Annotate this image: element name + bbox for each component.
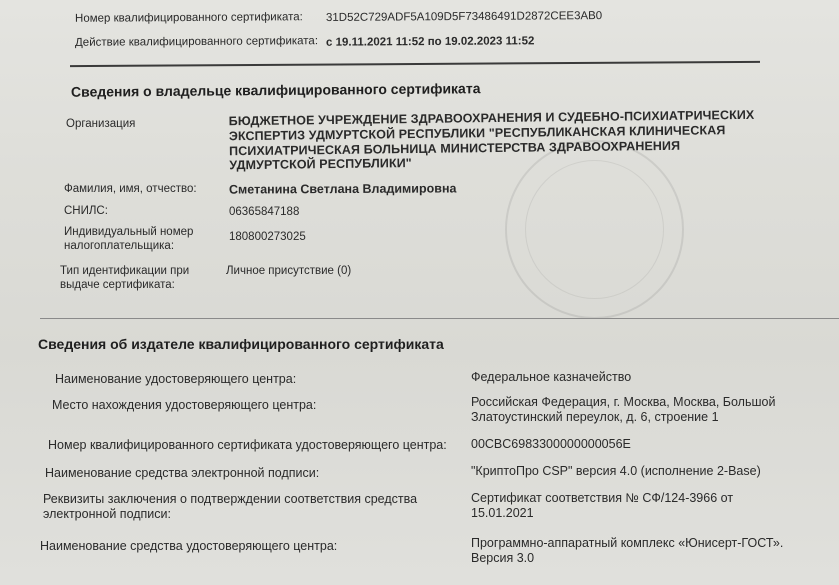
sig-tool-value: "КриптоПро CSP" версия 4.0 (исполнение 2-Base) <box>471 464 761 478</box>
divider <box>40 318 839 319</box>
sig-tool-label: Наименование средства электронной подписи: <box>45 466 320 480</box>
ca-location-value: Российская Федерация, г. Москва, Москва, Большой Златоустинский переулок, д. 6, строение 1 <box>471 395 776 424</box>
issuer-section-heading: Сведения об издателе квалифицированного сертификата <box>38 336 444 352</box>
owner-section-heading: Сведения о владельце квалифицированного сертификата <box>70 80 481 100</box>
inn-label: Индивидуальный номер налогоплательщика: <box>64 226 194 252</box>
ca-cert-value: 00CBC6983300000000056E <box>471 437 631 451</box>
certificate-serial-value: 31D52C729ADF5A109D5F73486491D2872CEE3AB0 <box>325 10 603 24</box>
idtype-value: Личное присутствие (0) <box>226 265 352 277</box>
fio-label: Фамилия, имя, отчество: <box>64 183 197 195</box>
snils-value: 06365847188 <box>229 206 300 218</box>
fio-value: Сметанина Светлана Владимировна <box>228 181 457 197</box>
certificate-validity-label: Действие квалифицированного сертификата: <box>74 35 319 49</box>
conform-label: Реквизиты заключения о подтверждении соответствия средства электронной подписи: <box>43 492 418 521</box>
ca-tool-value: Программно-аппаратный комплекс «Юнисерт-ГОСТ». Версия 3.0 <box>471 536 784 565</box>
org-label: Организация <box>66 118 136 130</box>
idtype-label: Тип идентификации при выдаче сертификата: <box>60 265 190 291</box>
ca-name-label: Наименование удостоверяющего центра: <box>55 372 297 386</box>
ca-name-value: Федеральное казначейство <box>471 370 632 384</box>
org-value: БЮДЖЕТНОЕ УЧРЕЖДЕНИЕ ЗДРАВООХРАНЕНИЯ И СУДЕБНО-ПСИХИАТРИЧЕСКИХ ЭКСПЕРТИЗ УДМУРТСКОЙ РЕСПУБЛИКИ "РЕСПУБЛИКАНСКАЯ КЛИНИЧЕСКАЯ ПСИХИАТРИЧЕСКАЯ БОЛЬНИЦА МИНИСТЕРСТВА ЗДРАВООХРАНЕНИЯ УДМУРТСКОЙ РЕСПУБЛИКИ" <box>228 107 755 173</box>
conform-value: Сертификат соответствия № СФ/124-3966 от 15.01.2021 <box>471 491 734 520</box>
snils-label: СНИЛС: <box>64 205 108 217</box>
certificate-serial-label: Номер квалифицированного сертификата: <box>74 11 303 25</box>
certificate-validity-value: с 19.11.2021 11:52 по 19.02.2023 11:52 <box>325 35 535 49</box>
ca-location-label: Место нахождения удостоверяющего центра: <box>52 398 317 412</box>
divider <box>70 61 760 67</box>
inn-value: 180800273025 <box>229 231 306 243</box>
ca-cert-label: Номер квалифицированного сертификата удостоверяющего центра: <box>48 438 447 452</box>
ca-tool-label: Наименование средства удостоверяющего центра: <box>40 539 338 553</box>
